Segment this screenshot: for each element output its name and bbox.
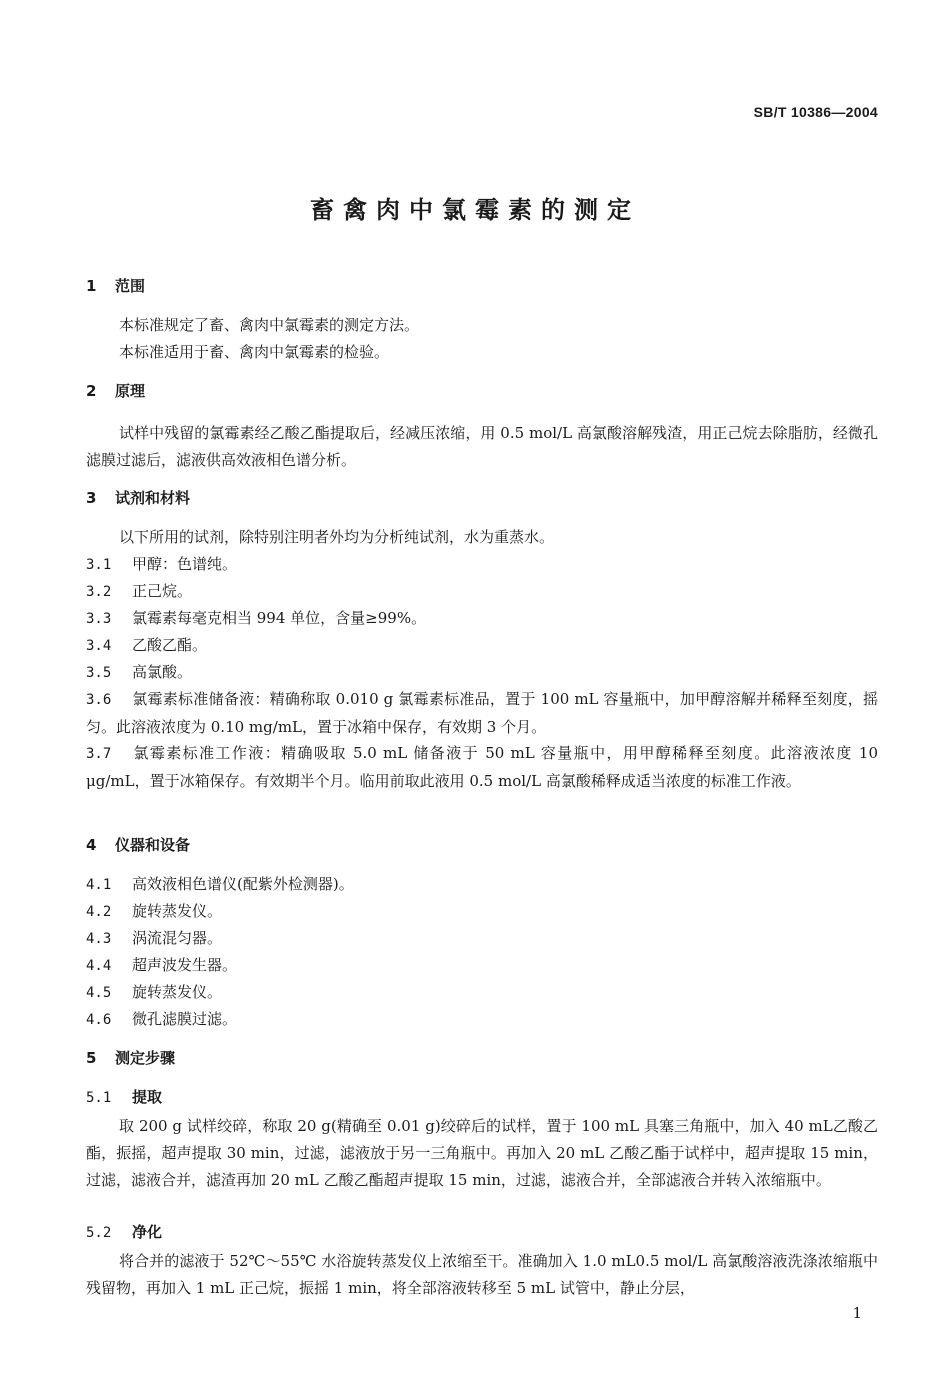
page-number: 1 xyxy=(852,1304,862,1322)
list-item xyxy=(86,659,192,687)
list-item xyxy=(86,632,207,660)
list-item xyxy=(86,740,878,795)
section-number: 4 xyxy=(86,836,97,854)
item-text: 正己烷。 xyxy=(132,582,193,600)
item-number: 3.5 xyxy=(86,665,112,681)
section-title: 仪器和设备 xyxy=(115,836,191,854)
paragraph: 将合并的滤液于 52℃～55℃ 水浴旋转蒸发仪上浓缩至干。准确加入 1.0 mL0.5 mol/L 高氯酸溶液洗涤浓缩瓶中残留物，再加入 1 mL 正己烷，振摇 1 min，将全部溶液转移至 5 mL 试管中，静止分层， xyxy=(86,1252,878,1297)
item-text: 旋转蒸发仪。 xyxy=(132,983,223,1001)
section-5-heading xyxy=(86,1047,175,1068)
item-number: 3.4 xyxy=(86,638,112,654)
section-number: 2 xyxy=(86,382,97,400)
list-item xyxy=(86,925,222,953)
section-4-heading xyxy=(86,834,190,855)
paragraph: 取 200 g 试样绞碎，称取 20 g(精确至 0.01 g)绞碎后的试样，置于 100 mL 具塞三角瓶中，加入 40 mL乙酸乙酯，振摇，超声提取 30 min，过滤，滤液放于另一三角瓶中。再加入 20 mL 乙酸乙酯于试样中，超声提取 15 min，过滤，滤液合并，滤渣再加 20 mL 乙酸乙酯超声提取 15 min，过滤，滤液合并，全部滤液合并转入浓缩瓶中。 xyxy=(86,1117,878,1189)
list-item xyxy=(86,605,426,633)
item-text: 氯霉素每毫克相当 994 单位，含量≥99%。 xyxy=(132,609,427,627)
section-3-heading xyxy=(86,487,190,508)
list-item xyxy=(86,686,878,741)
subsection-title: 提取 xyxy=(132,1088,163,1106)
list-item xyxy=(86,1006,237,1034)
subsection-number: 5.2 xyxy=(86,1225,112,1241)
item-number: 3.1 xyxy=(86,557,112,573)
section-number: 1 xyxy=(86,277,97,295)
list-item xyxy=(86,871,354,899)
section-number: 3 xyxy=(86,489,97,507)
subsection-5-2-heading xyxy=(86,1221,162,1242)
item-text: 乙酸乙酯。 xyxy=(132,636,208,654)
list-item xyxy=(86,952,237,980)
item-number: 4.4 xyxy=(86,958,112,974)
section-title: 试剂和材料 xyxy=(115,489,191,507)
section-title: 测定步骤 xyxy=(115,1049,176,1067)
section-title: 原理 xyxy=(115,382,146,400)
subsection-number: 5.1 xyxy=(86,1090,112,1106)
paragraph: 以下所用的试剂，除特别注明者外均为分析纯试剂，水为重蒸水。 xyxy=(119,528,555,546)
paragraph: 本标准适用于畜、禽肉中氯霉素的检验。 xyxy=(119,343,390,361)
item-text: 氯霉素标准工作液：精确吸取 5.0 mL 储备液于 50 mL 容量瓶中，用甲醇稀释至刻度。此溶液浓度 10 μg/mL，置于冰箱保存。有效期半个月。临用前取此液用 0.5 mol/L 高氯酸稀释成适当浓度的标准工作液。 xyxy=(86,744,878,790)
item-number: 4.1 xyxy=(86,877,112,893)
section-2-heading xyxy=(86,380,145,401)
section-number: 5 xyxy=(86,1049,97,1067)
standard-code: SB/T 10386—2004 xyxy=(753,104,878,120)
item-text: 高效液相色谱仪(配紫外检测器)。 xyxy=(132,875,354,893)
item-text: 涡流混匀器。 xyxy=(132,929,223,947)
item-number: 3.2 xyxy=(86,584,112,600)
list-item xyxy=(86,578,192,606)
item-number: 3.6 xyxy=(86,692,112,708)
document-title: 畜禽肉中氯霉素的测定 xyxy=(310,196,640,224)
item-text: 微孔滤膜过滤。 xyxy=(132,1010,238,1028)
item-text: 超声波发生器。 xyxy=(132,956,238,974)
item-text: 高氯酸。 xyxy=(132,663,193,681)
subsection-title: 净化 xyxy=(132,1223,163,1241)
section-1-heading xyxy=(86,275,145,296)
item-number: 4.6 xyxy=(86,1012,112,1028)
list-item xyxy=(86,898,222,926)
list-item xyxy=(86,979,222,1007)
section-title: 范围 xyxy=(115,277,146,295)
paragraph: 本标准规定了畜、禽肉中氯霉素的测定方法。 xyxy=(119,316,420,334)
item-number: 3.7 xyxy=(86,746,112,762)
item-text: 甲醇：色谱纯。 xyxy=(132,555,238,573)
item-text: 旋转蒸发仪。 xyxy=(132,902,223,920)
item-number: 3.3 xyxy=(86,611,112,627)
paragraph: 试样中残留的氯霉素经乙酸乙酯提取后，经减压浓缩，用 0.5 mol/L 高氯酸溶解残渣，用正己烷去除脂肪，经微孔滤膜过滤后，滤液供高效液相色谱分析。 xyxy=(86,424,878,469)
subsection-5-1-heading xyxy=(86,1086,162,1107)
item-number: 4.3 xyxy=(86,931,112,947)
item-text: 氯霉素标准储备液：精确称取 0.010 g 氯霉素标准品，置于 100 mL 容量瓶中，加甲醇溶解并稀释至刻度，摇匀。此溶液浓度为 0.10 mg/mL，置于冰箱中保存，有效期 3 个月。 xyxy=(86,690,878,736)
item-number: 4.2 xyxy=(86,904,112,920)
list-item xyxy=(86,551,237,579)
item-number: 4.5 xyxy=(86,985,112,1001)
